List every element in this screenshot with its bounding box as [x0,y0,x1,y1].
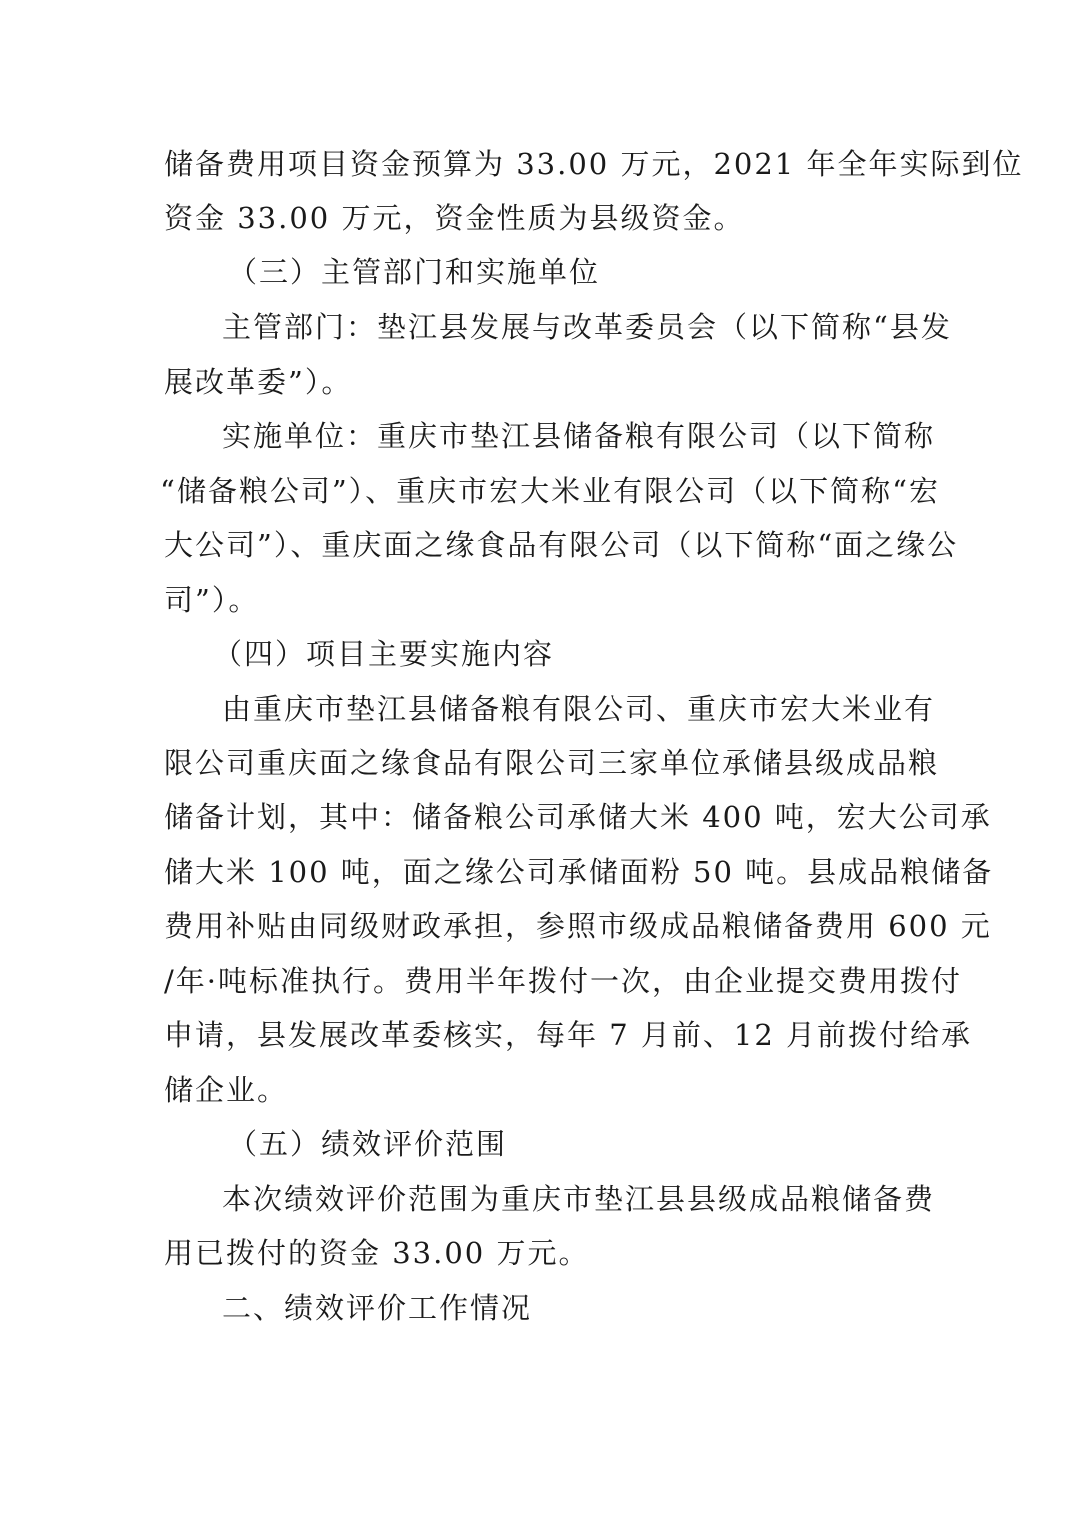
body-text-line: 主管部门：垫江县发展与改革委员会（以下简称“县发 [222,310,952,344]
body-text-line: /年·吨标准执行。费用半年拨付一次，由企业提交费用拨付 [164,964,962,998]
body-text-line: 储备计划，其中：储备粮公司承储大米 400 吨，宏大公司承 [164,800,992,834]
body-text-line: 用已拨付的资金 33.00 万元。 [164,1236,590,1270]
body-text-line: 费用补贴由同级财政承担，参照市级成品粮储备费用 600 元 [164,909,992,943]
body-text-line: 由重庆市垫江县储备粮有限公司、重庆市宏大米业有 [222,692,936,726]
section-heading: （五）绩效评价范围 [228,1127,508,1161]
body-text-line: 资金 33.00 万元，资金性质为县级资金。 [164,201,745,235]
body-text-line: 司”）。 [164,583,260,617]
chapter-heading: 二、绩效评价工作情况 [222,1291,533,1325]
body-text-line: 储备费用项目资金预算为 33.00 万元，2021 年全年实际到位 [164,147,1024,181]
body-text-line: 申请，县发展改革委核实，每年 7 月前、12 月前拨付给承 [164,1018,973,1052]
body-text-line: 限公司重庆面之缘食品有限公司三家单位承储县级成品粮 [164,746,940,780]
section-heading: （四）项目主要实施内容 [213,637,555,671]
body-text-line: 展改革委”）。 [164,365,353,399]
body-text-line: “储备粮公司”）、重庆市宏大米业有限公司（以下简称“宏 [160,474,940,508]
section-heading: （三）主管部门和实施单位 [228,255,601,289]
body-text-line: 大公司”）、重庆面之缘食品有限公司（以下简称“面之缘公 [164,528,959,562]
body-text-line: 实施单位：重庆市垫江县储备粮有限公司（以下简称 [222,419,936,453]
body-text-line: 储企业。 [164,1073,289,1107]
body-text-line: 本次绩效评价范围为重庆市垫江县县级成品粮储备费 [222,1182,936,1216]
body-text-line: 储大米 100 吨，面之缘公司承储面粉 50 吨。县成品粮储备 [164,855,994,889]
